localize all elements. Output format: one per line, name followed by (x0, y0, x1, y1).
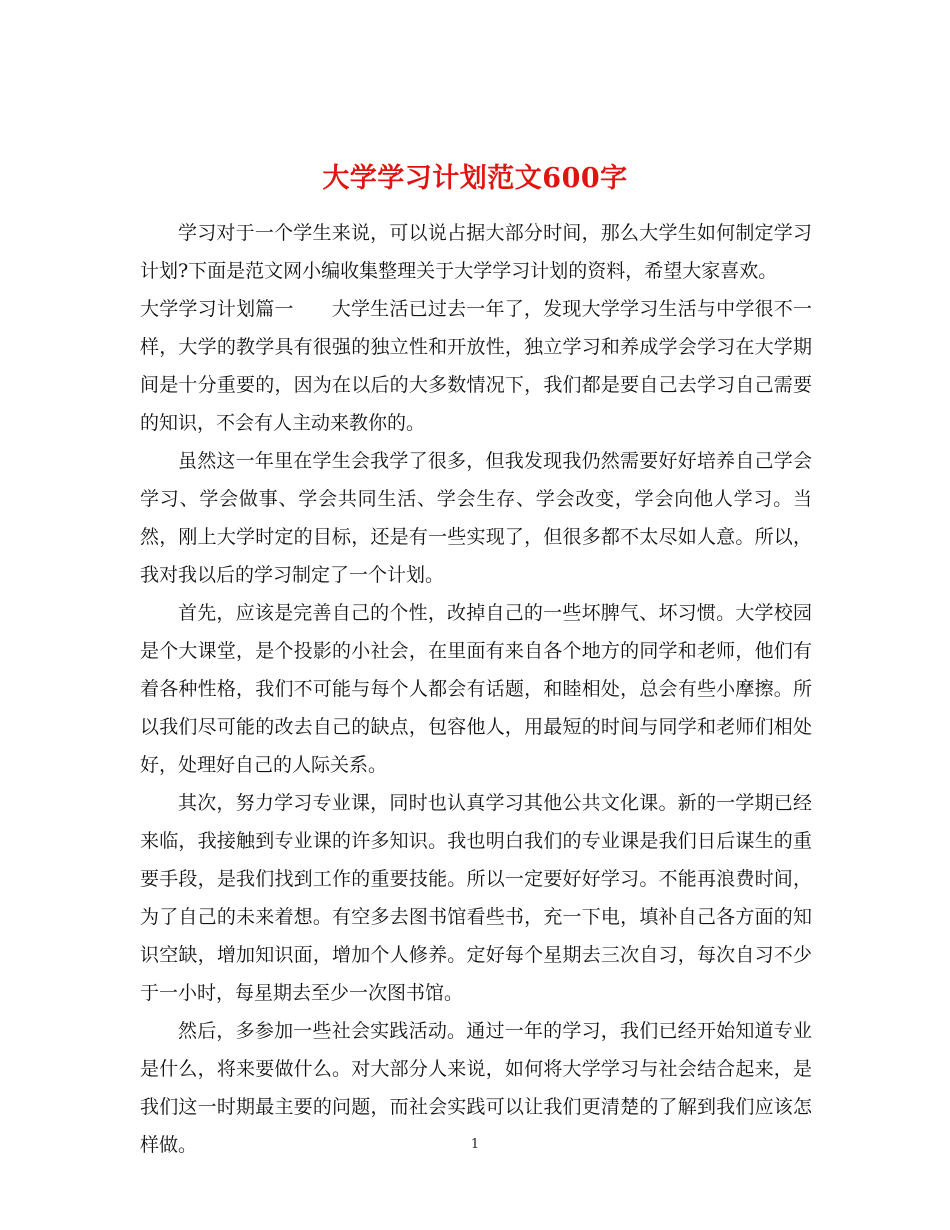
section-first-paragraph (140, 290, 812, 442)
section-first-text: 大学生活已过去一年了，发现大学学习生活与中学很不一样，大学的教学具有很强的独立性和开放性，独立学习和养成学会学习在大学期间是十分重要的，因为在以后的大多数情况下，我们都是要自己去学习自己需要的知识，不会有人主动来教你的。 (140, 298, 812, 434)
body-paragraph: 然后，多参加一些社会实践活动。通过一年的学习，我们已经开始知道专业是什么，将来要做什么。对大部分人来说，如何将大学学习与社会结合起来，是我们这一时期最主要的问题，而社会实践可以让我们更清楚的了解到我们应该怎样做。 (140, 1020, 812, 1156)
section-label: 大学学习计划篇一 (140, 298, 294, 320)
body-paragraph: 首先，应该是完善自己的个性，改掉自己的一些坏脾气、坏习惯。大学校园是个大课堂，是个投影的小社会，在里面有来自各个地方的同学和老师，他们有着各种性格，我们不可能与每个人都会有话题，和睦相处，总会有些小摩擦。所以我们尽可能的改去自己的缺点，包容他人，用最短的时间与同学和老师们相处好，处理好自己的人际关系。 (140, 602, 812, 776)
body-paragraph: 虽然这一年里在学生会我学了很多，但我发现我仍然需要好好培养自己学会学习、学会做事、学会共同生活、学会生存、学会改变，学会向他人学习。当然，刚上大学时定的目标，还是有一些实现了，但很多都不太尽如人意。所以，我对我以后的学习制定了一个计划。 (140, 450, 812, 586)
intro-paragraph: 学习对于一个学生来说，可以说占据大部分时间，那么大学生如何制定学习计划?下面是范文网小编收集整理关于大学学习计划的资料，希望大家喜欢。 (140, 222, 812, 282)
document-title: 大学学习计划范文600字 (322, 163, 628, 195)
page-number: 1 (470, 1137, 480, 1152)
document-body (140, 214, 812, 1164)
body-paragraph: 其次，努力学习专业课，同时也认真学习其他公共文化课。新的一学期已经来临，我接触到专业课的许多知识。我也明白我们的专业课是我们日后谋生的重要手段，是我们找到工作的重要技能。所以一定要好好学习。不能再浪费时间，为了自己的未来着想。有空多去图书馆看些书，充一下电，填补自己各方面的知识空缺，增加知识面，增加个人修养。定好每个星期去三次自习，每次自习不少于一小时，每星期去至少一次图书馆。 (140, 792, 812, 1004)
